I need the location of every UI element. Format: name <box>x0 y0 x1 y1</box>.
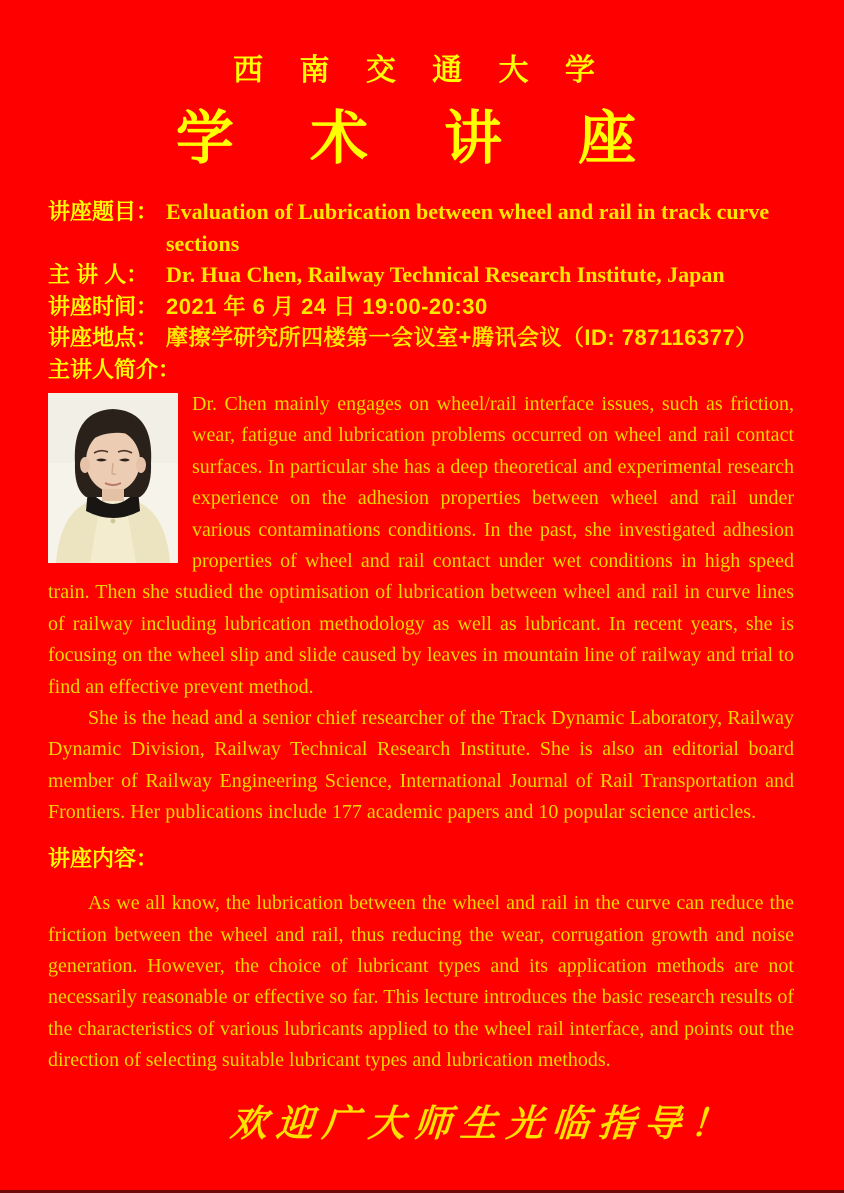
bio-paragraph-1 <box>48 389 794 703</box>
bio-heading: 主讲人简介： <box>48 356 181 382</box>
topic-label: 讲座题目： <box>48 199 159 224</box>
time-label: 讲座时间： <box>48 293 159 319</box>
content-heading: 讲座内容： <box>48 845 159 871</box>
speaker-label: 主 讲 人： <box>48 262 149 287</box>
info-row-topic <box>48 196 794 259</box>
venue-label: 讲座地点： <box>48 325 159 350</box>
info-row-time <box>48 291 794 323</box>
lecture-info-block <box>48 196 794 354</box>
poster-title: 学 术 讲 座 <box>175 106 667 171</box>
content-paragraph: As we all know, the lubrication between the wheel and rail in the curve can reduce the friction between the wheel and rail, thus reducing the wear, corrugation growth and noise generation. However, the choice of lubricant types and its application methods are not necessarily reasonable or effective so far. This lecture introduces the basic research results of the characteristics of various lubricants applied to the wheel rail interface, and points out the direction of selecting suitable lubricant types and lubrication methods. <box>48 892 794 1072</box>
venue-value: 摩擦学研究所四楼第一会议室+腾讯会议（ID: 787116377） <box>166 325 758 350</box>
welcome-calligraphy: 欢迎广大师生光临指导！ <box>228 1103 738 1145</box>
bio-paragraph-2: She is the head and a senior chief researcher of the Track Dynamic Laboratory, Railway Dynamic Division, Railway Technical Research Institute. She is also an editorial board member of Railway Engineering Science, International Journal of Rail Transportation and Frontiers. Her publications include 177 academic papers and 10 popular science articles. <box>48 707 794 824</box>
info-row-speaker <box>48 259 794 291</box>
university-name: 西 南 交 通 大 学 <box>233 54 609 87</box>
time-value: 2021 年 6 月 24 日 19:00-20:30 <box>166 293 488 319</box>
info-row-venue <box>48 322 794 354</box>
speaker-portrait-illustration <box>48 393 178 563</box>
topic-value: Evaluation of Lubrication between wheel and rail in track curve sections <box>166 199 770 256</box>
bio-paragraph-1-text: Dr. Chen mainly engages on wheel/rail interface issues, such as friction, wear, fatigue and lubrication problems occurred on wheel and rail contact surfaces. In particular she has a deep theoretical and experimental research experience on the adhesion properties between wheel and rail under various contaminations conditions. In the past, she investigated adhesion properties of wheel and rail contact under wet conditions in high speed train. Then she studied the optimisation of lubrication between wheel and rail in curve lines of railway including lubrication methodology as well as lubricant. In recent years, she is focusing on the wheel slip and slide caused by leaves in mountain line of railway and trial to find an effective prevent method. <box>48 393 794 698</box>
speaker-value: Dr. Hua Chen, Railway Technical Research Institute, Japan <box>166 262 725 287</box>
speaker-photo <box>48 393 178 563</box>
